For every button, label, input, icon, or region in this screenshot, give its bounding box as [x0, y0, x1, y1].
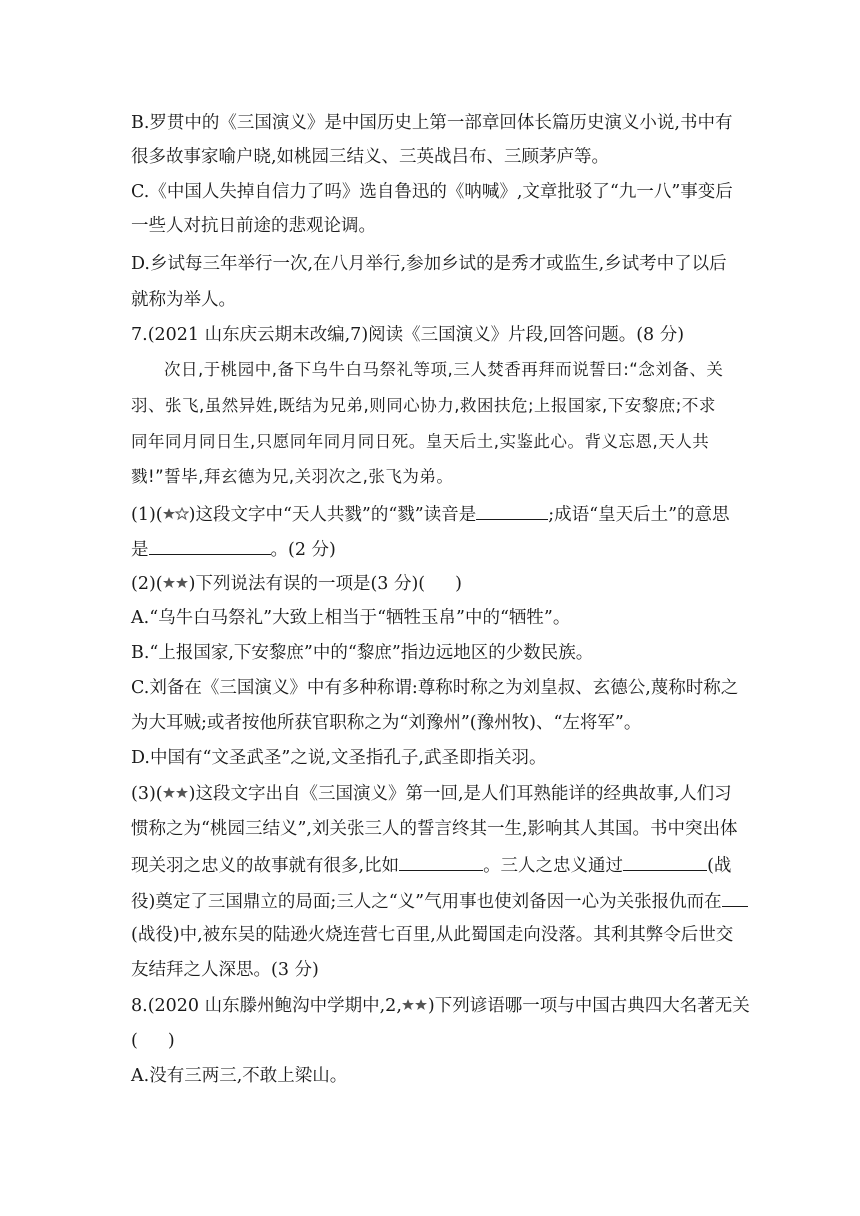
difficulty-stars-icon: [163, 576, 189, 590]
option-d-line-1: D.乡试每三年举行一次,在八月举行,参加乡试的是秀才或监生,乡试考中了以后: [131, 254, 727, 274]
passage-line-2: 羽、张飞,虽然异姓,既结为兄弟,则同心协力,救困扶危;上报国家,下安黎庶;不求: [131, 396, 716, 415]
question-8-option-a: A.没有三两三,不敢上梁山。: [131, 1066, 348, 1086]
option-c-line-1: C.《中国人失掉自信力了吗》选自鲁迅的《呐喊》,文章批驳了“九一八”事变后: [131, 182, 733, 202]
question-7-1-line-1: (1)( )这段文字中“天人共戮”的“戮”读音是 ;成语“皇天后土”的意思: [131, 501, 741, 527]
passage-line-1: 次日,于桃园中,备下乌牛白马祭礼等项,三人焚香再拜而说誓曰:“念刘备、关: [164, 360, 724, 379]
passage-line-3: 同年同月同日生,只愿同年同月同日死。皇天后土,实鉴此心。背义忘恩,天人共: [131, 432, 710, 451]
question-8-answer-bracket[interactable]: ( ): [131, 1031, 175, 1051]
answer-blank[interactable]: [476, 501, 548, 520]
question-7-heading: 7.(2021 山东庆云期末改编,7)阅读《三国演义》片段,回答问题。(8 分): [131, 325, 685, 345]
option-b-line-1: B.罗贯中的《三国演义》是中国历史上第一部章回体长篇历史演义小说,书中有: [131, 113, 733, 133]
option-b: B.“上报国家,下安黎庶”中的“黎庶”指边远地区的少数民族。: [131, 643, 594, 663]
question-7-1-line-2: 是 。(2 分): [131, 536, 741, 562]
question-7-2-heading: (2)( )下列说法有误的一项是(3 分)( ): [131, 574, 462, 594]
option-d: D.中国有“文圣武圣”之说,文圣指孔子,武圣即指关羽。: [131, 748, 547, 768]
passage-line-4: 戮!”誓毕,拜玄德为兄,关羽次之,张飞为弟。: [131, 467, 454, 486]
option-c-line-1: C.刘备在《三国演义》中有多种称谓:尊称时称之为刘皇叔、玄德公,蔑称时称之: [131, 678, 739, 698]
question-8-heading: 8.(2020 山东滕州鲍沟中学期中,2, )下列谚语哪一项与中国古典四大名著无关: [131, 996, 750, 1016]
question-7-3-line-2: 惯称之为“桃园三结义”,刘关张三人的誓言终其一生,影响其人其国。书中突出体: [131, 819, 738, 839]
question-7-3-line-6: 友结拜之人深思。(3 分): [131, 960, 319, 980]
question-7-3-line-3: 现关羽之忠义的故事就有很多,比如 。三人之忠义通过 (战: [131, 852, 741, 878]
option-c-line-2: 为大耳贼;或者按他所获官职称之为“刘豫州”(豫州牧)、“左将军”。: [131, 713, 642, 733]
difficulty-stars-icon: [163, 786, 189, 800]
question-7-3-line-4: 役)奠定了三国鼎立的局面;三人之“义”气用事也使刘备因一心为关张报仇而在: [131, 888, 741, 914]
question-7-3-line-5: (战役)中,被东吴的陆逊火烧连营七百里,从此蜀国走向没落。其利其弊令后世交: [131, 925, 734, 945]
answer-blank[interactable]: [623, 852, 707, 871]
option-b-line-2: 很多故事家喻户晓,如桃园三结义、三英战吕布、三顾茅庐等。: [131, 147, 610, 167]
answer-blank[interactable]: [722, 888, 748, 907]
difficulty-stars-icon: [402, 998, 428, 1012]
question-7-3-line-1: (3)( )这段文字出自《三国演义》第一回,是人们耳熟能详的经典故事,人们习: [131, 784, 732, 804]
difficulty-stars-icon: [163, 507, 189, 521]
answer-blank[interactable]: [149, 536, 271, 555]
option-d-line-2: 就称为举人。: [131, 290, 236, 310]
option-c-line-2: 一些人对抗日前途的悲观论调。: [131, 216, 376, 236]
option-a: A.“乌牛白马祭礼”大致上相当于“牺牲玉帛”中的“牺牲”。: [131, 608, 571, 628]
answer-blank[interactable]: [399, 852, 483, 871]
